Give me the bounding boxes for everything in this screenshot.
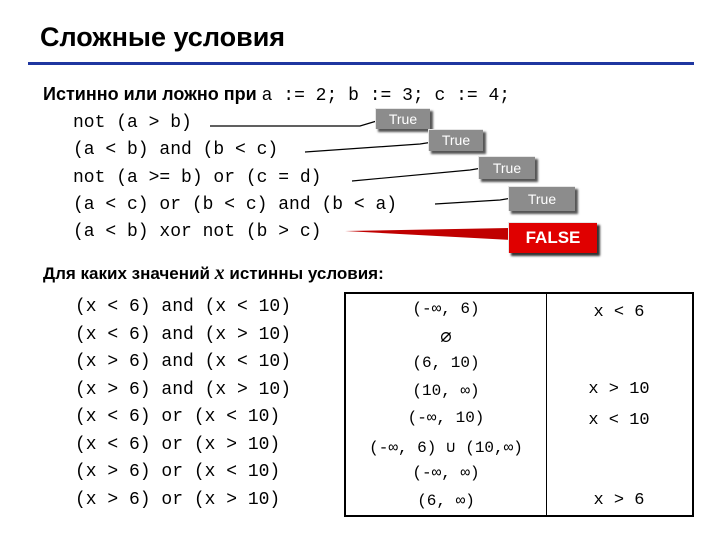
condition-7: (x > 6) or (x < 10) (75, 462, 281, 482)
question-1-text: Истинно или ложно при (43, 84, 257, 104)
result-2: x > 10 (588, 380, 650, 399)
callout-true-2: True (428, 129, 483, 151)
condition-5: (x < 6) or (x < 10) (75, 407, 281, 427)
condition-6: (x < 6) or (x > 10) (75, 435, 281, 455)
answer-4: (10, ∞) (412, 382, 480, 400)
condition-1: (x < 6) and (x < 10) (75, 297, 292, 317)
result-1: x < 6 (593, 303, 645, 322)
answer-5: (-∞, 10) (407, 409, 485, 427)
result-4: x > 6 (593, 491, 645, 510)
condition-2: (x < 6) and (x > 10) (75, 325, 292, 345)
question-1-vars: a := 2; b := 3; c := 4; (261, 86, 511, 106)
question-2-var: x (214, 262, 225, 284)
answer-7: (-∞, ∞) (412, 464, 480, 482)
question-2-suffix: истинны условия: (229, 264, 384, 283)
question-2 (43, 262, 384, 285)
expression-3: not (a >= b) or (c = d) (73, 168, 322, 188)
expression-2: (a < b) and (b < c) (73, 140, 279, 160)
answer-table (344, 292, 694, 517)
expression-4: (a < c) or (b < c) and (b < a) (73, 195, 398, 215)
callout-true-3: True (478, 156, 535, 179)
answer-6: (-∞, 6) ∪ (10,∞) (369, 439, 523, 457)
expression-5: (a < b) xor not (b > c) (73, 222, 322, 242)
expression-1: not (a > b) (73, 113, 192, 133)
callout-false: FALSE (508, 222, 597, 253)
question-2-prefix: Для каких значений (43, 264, 210, 283)
result-3: x < 10 (588, 411, 650, 430)
answer-3: (6, 10) (412, 354, 480, 372)
callout-true-4: True (508, 186, 575, 211)
page-title: Сложные условия (40, 22, 286, 52)
answer-8: (6, ∞) (417, 492, 475, 510)
condition-8: (x > 6) or (x > 10) (75, 490, 281, 510)
answer-1: (-∞, 6) (412, 300, 480, 318)
table-divider (546, 294, 547, 515)
callout-true-1: True (375, 108, 430, 129)
answer-2: ∅ (440, 327, 452, 349)
condition-3: (x > 6) and (x < 10) (75, 352, 292, 372)
condition-4: (x > 6) and (x > 10) (75, 380, 292, 400)
